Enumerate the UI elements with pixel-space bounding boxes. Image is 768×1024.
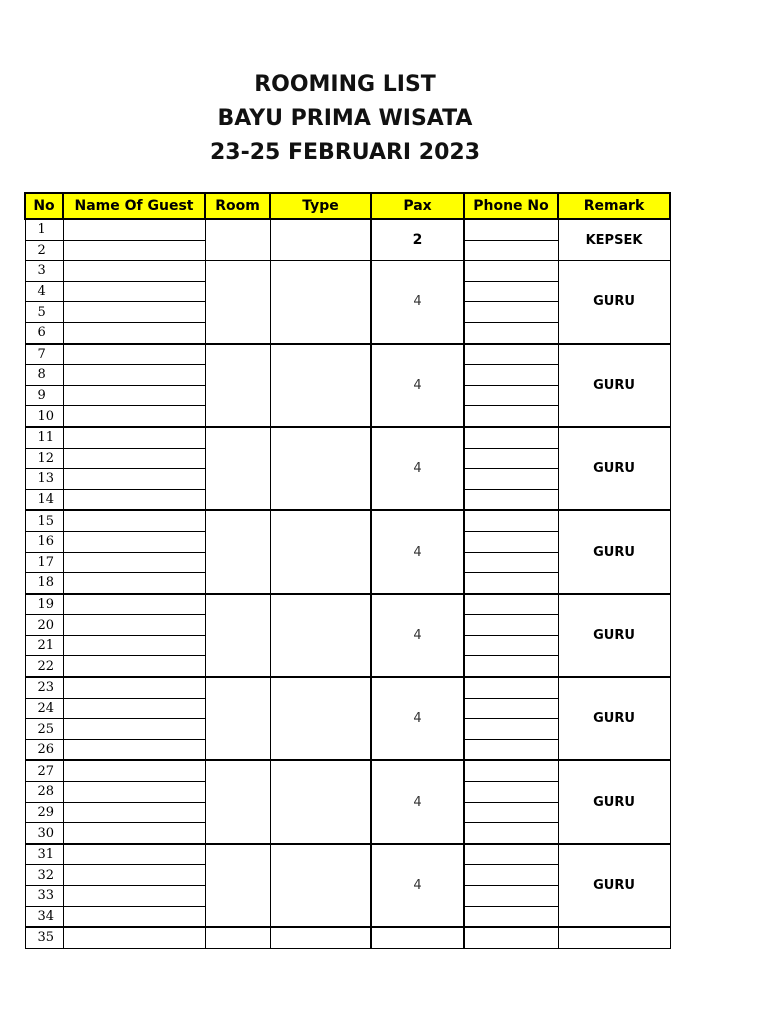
row-number: 23 (25, 677, 63, 698)
guest-name-cell[interactable] (63, 865, 205, 886)
table-row (25, 594, 670, 615)
remark-cell (558, 927, 670, 948)
phone-no-cell[interactable] (464, 448, 558, 469)
phone-no-cell[interactable] (464, 802, 558, 823)
phone-no-cell[interactable] (464, 823, 558, 844)
row-number: 4 (25, 281, 63, 302)
row-number: 33 (25, 886, 63, 907)
phone-no-cell[interactable] (464, 385, 558, 406)
guest-name-cell[interactable] (63, 552, 205, 573)
guest-name-cell[interactable] (63, 927, 205, 948)
guest-name-cell[interactable] (63, 365, 205, 386)
room-cell[interactable] (205, 344, 270, 427)
row-number: 29 (25, 802, 63, 823)
guest-name-cell[interactable] (63, 906, 205, 927)
room-cell[interactable] (205, 760, 270, 843)
guest-name-cell[interactable] (63, 302, 205, 323)
type-cell[interactable] (270, 344, 371, 427)
table-row (25, 427, 670, 448)
header-room: Room (205, 193, 270, 219)
phone-no-cell[interactable] (464, 927, 558, 948)
header-name-of-guest: Name Of Guest (63, 193, 205, 219)
row-number: 3 (25, 261, 63, 282)
remark-cell: GURU (558, 594, 670, 677)
row-number: 34 (25, 906, 63, 927)
guest-name-cell[interactable] (63, 531, 205, 552)
row-number: 30 (25, 823, 63, 844)
guest-name-cell[interactable] (63, 344, 205, 365)
guest-name-cell[interactable] (63, 489, 205, 510)
row-number: 22 (25, 656, 63, 677)
type-cell[interactable] (270, 261, 371, 344)
guest-name-cell[interactable] (63, 573, 205, 594)
table-row (25, 760, 670, 781)
row-number: 31 (25, 844, 63, 865)
guest-name-cell[interactable] (63, 760, 205, 781)
phone-no-cell[interactable] (464, 344, 558, 365)
room-cell[interactable] (205, 510, 270, 593)
header-phone-no: Phone No (464, 193, 558, 219)
row-number: 20 (25, 615, 63, 636)
table-row (25, 844, 670, 865)
pax-cell: 2 (371, 219, 464, 261)
row-number: 25 (25, 719, 63, 740)
row-number: 28 (25, 782, 63, 803)
pax-cell: 4 (371, 427, 464, 510)
phone-no-cell[interactable] (464, 635, 558, 656)
pax-cell: 4 (371, 760, 464, 843)
guest-name-cell[interactable] (63, 739, 205, 760)
phone-no-cell[interactable] (464, 886, 558, 907)
row-number: 11 (25, 427, 63, 448)
room-cell[interactable] (205, 219, 270, 261)
row-number: 8 (25, 365, 63, 386)
phone-no-cell[interactable] (464, 760, 558, 781)
guest-name-cell[interactable] (63, 427, 205, 448)
date-range: 23-25 FEBRUARI 2023 (209, 140, 480, 165)
remark-cell: GURU (558, 677, 670, 760)
phone-no-cell[interactable] (464, 906, 558, 927)
guest-name-cell[interactable] (63, 448, 205, 469)
room-cell[interactable] (205, 677, 270, 760)
rooming-list-table (24, 192, 671, 949)
row-number: 18 (25, 573, 63, 594)
guest-name-cell[interactable] (63, 594, 205, 615)
phone-no-cell[interactable] (464, 573, 558, 594)
row-number: 35 (25, 927, 63, 948)
room-cell[interactable] (205, 261, 270, 344)
guest-name-cell[interactable] (63, 510, 205, 531)
phone-no-cell[interactable] (464, 302, 558, 323)
row-number: 24 (25, 698, 63, 719)
company-name: BAYU PRIMA WISATA (217, 106, 473, 131)
phone-no-cell[interactable] (464, 594, 558, 615)
header-type: Type (270, 193, 371, 219)
row-number: 13 (25, 469, 63, 490)
phone-no-cell[interactable] (464, 219, 558, 240)
table-body (25, 219, 670, 948)
phone-no-cell[interactable] (464, 615, 558, 636)
row-number: 16 (25, 531, 63, 552)
remark-cell: GURU (558, 261, 670, 344)
row-number: 7 (25, 344, 63, 365)
row-number: 27 (25, 760, 63, 781)
row-number: 12 (25, 448, 63, 469)
pax-cell (371, 927, 464, 948)
phone-no-cell[interactable] (464, 240, 558, 261)
header-no: No (25, 193, 63, 219)
guest-name-cell[interactable] (63, 677, 205, 698)
table-row (25, 219, 670, 240)
guest-name-cell[interactable] (63, 469, 205, 490)
phone-no-cell[interactable] (464, 552, 558, 573)
row-number: 5 (25, 302, 63, 323)
remark-cell: GURU (558, 427, 670, 510)
row-number: 26 (25, 739, 63, 760)
guest-name-cell[interactable] (63, 281, 205, 302)
type-cell[interactable] (270, 927, 371, 948)
pax-cell: 4 (371, 677, 464, 760)
type-cell[interactable] (270, 427, 371, 510)
phone-no-cell[interactable] (464, 677, 558, 698)
guest-name-cell[interactable] (63, 782, 205, 803)
phone-no-cell[interactable] (464, 261, 558, 282)
guest-name-cell[interactable] (63, 635, 205, 656)
header-row (25, 193, 670, 219)
phone-no-cell[interactable] (464, 739, 558, 760)
guest-name-cell[interactable] (63, 698, 205, 719)
pax-cell: 4 (371, 344, 464, 427)
phone-no-cell[interactable] (464, 427, 558, 448)
header-remark: Remark (558, 193, 670, 219)
pax-cell: 4 (371, 844, 464, 927)
pax-cell: 4 (371, 594, 464, 677)
room-cell[interactable] (205, 844, 270, 927)
row-number: 15 (25, 510, 63, 531)
phone-no-cell[interactable] (464, 656, 558, 677)
guest-name-cell[interactable] (63, 385, 205, 406)
guest-name-cell[interactable] (63, 261, 205, 282)
room-cell[interactable] (205, 594, 270, 677)
row-number: 9 (25, 385, 63, 406)
table-row (25, 510, 670, 531)
type-cell[interactable] (270, 594, 371, 677)
guest-name-cell[interactable] (63, 615, 205, 636)
row-number: 32 (25, 865, 63, 886)
phone-no-cell[interactable] (464, 406, 558, 427)
phone-no-cell[interactable] (464, 698, 558, 719)
phone-no-cell[interactable] (464, 865, 558, 886)
guest-name-cell[interactable] (63, 656, 205, 677)
row-number: 21 (25, 635, 63, 656)
guest-name-cell[interactable] (63, 240, 205, 261)
row-number: 1 (25, 219, 63, 240)
type-cell[interactable] (270, 219, 371, 261)
table-row (25, 927, 670, 948)
type-cell[interactable] (270, 760, 371, 843)
room-cell[interactable] (205, 927, 270, 948)
guest-name-cell[interactable] (63, 406, 205, 427)
row-number: 19 (25, 594, 63, 615)
table-row (25, 261, 670, 282)
phone-no-cell[interactable] (464, 782, 558, 803)
phone-no-cell[interactable] (464, 281, 558, 302)
remark-cell: GURU (558, 344, 670, 427)
row-number: 17 (25, 552, 63, 573)
pax-cell: 4 (371, 261, 464, 344)
type-cell[interactable] (270, 844, 371, 927)
guest-name-cell[interactable] (63, 719, 205, 740)
phone-no-cell[interactable] (464, 365, 558, 386)
row-number: 2 (25, 240, 63, 261)
phone-no-cell[interactable] (464, 489, 558, 510)
pax-cell: 4 (371, 510, 464, 593)
room-cell[interactable] (205, 427, 270, 510)
guest-name-cell[interactable] (63, 886, 205, 907)
table-row (25, 677, 670, 698)
remark-cell: KEPSEK (558, 219, 670, 261)
guest-name-cell[interactable] (63, 844, 205, 865)
guest-name-cell[interactable] (63, 219, 205, 240)
phone-no-cell[interactable] (464, 322, 558, 343)
phone-no-cell[interactable] (464, 510, 558, 531)
guest-name-cell[interactable] (63, 823, 205, 844)
row-number: 14 (25, 489, 63, 510)
type-cell[interactable] (270, 677, 371, 760)
phone-no-cell[interactable] (464, 469, 558, 490)
type-cell[interactable] (270, 510, 371, 593)
row-number: 10 (25, 406, 63, 427)
remark-cell: GURU (558, 760, 670, 843)
table-row (25, 344, 670, 365)
phone-no-cell[interactable] (464, 719, 558, 740)
remark-cell: GURU (558, 844, 670, 927)
document-title: ROOMING LIST (254, 72, 436, 97)
phone-no-cell[interactable] (464, 531, 558, 552)
row-number: 6 (25, 322, 63, 343)
phone-no-cell[interactable] (464, 844, 558, 865)
guest-name-cell[interactable] (63, 322, 205, 343)
remark-cell: GURU (558, 510, 670, 593)
header-pax: Pax (371, 193, 464, 219)
guest-name-cell[interactable] (63, 802, 205, 823)
